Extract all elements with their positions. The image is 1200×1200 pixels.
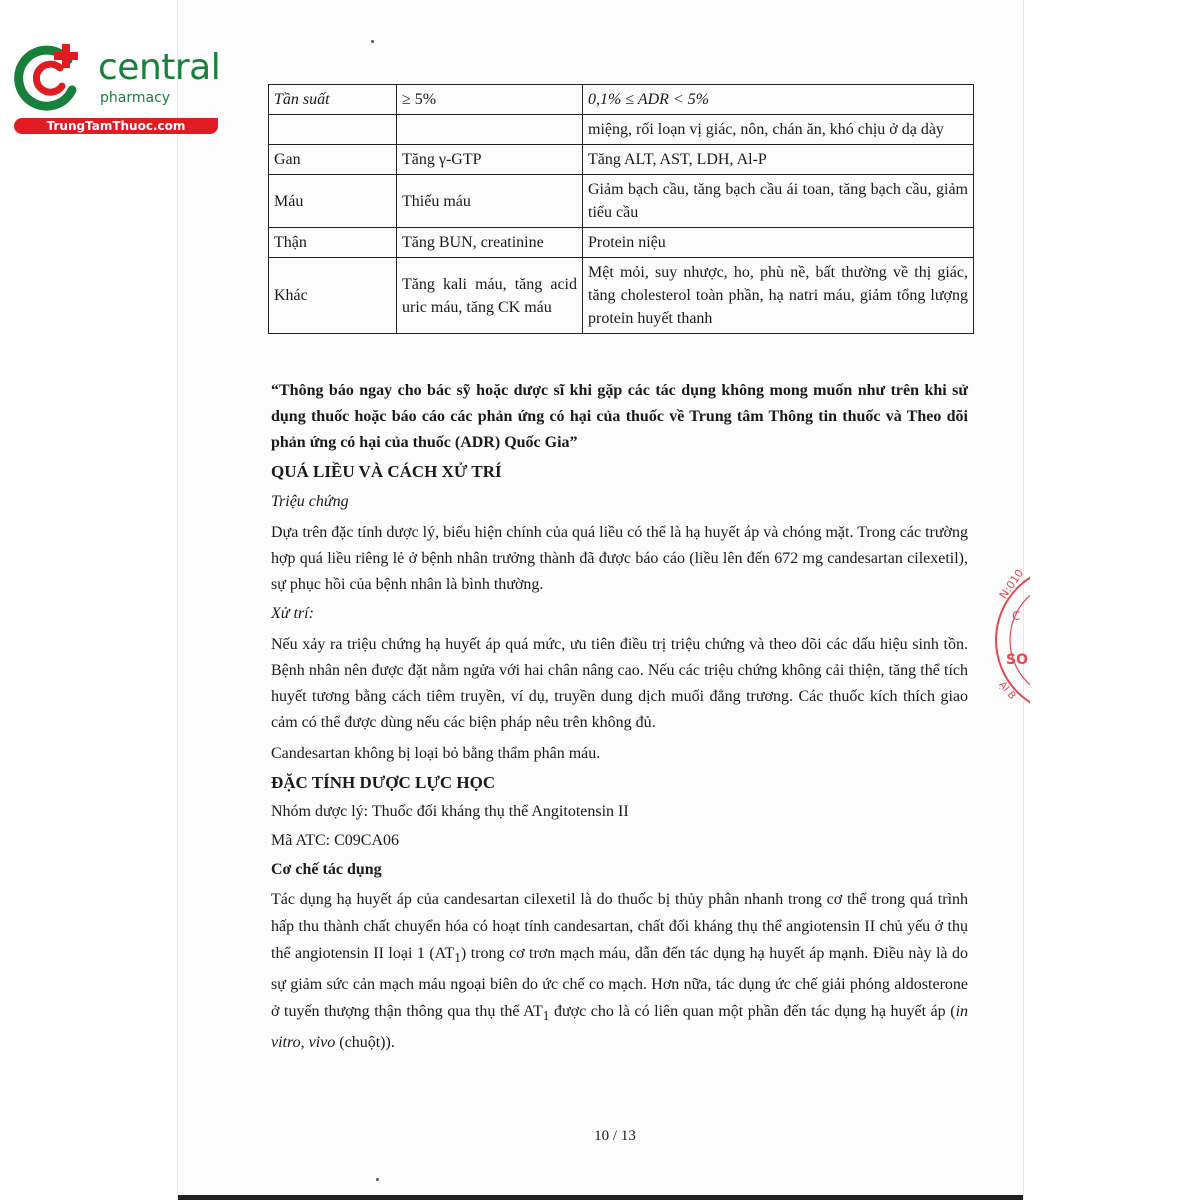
table-cell: Gan <box>269 145 397 175</box>
svg-text:C: C <box>1012 609 1021 623</box>
paragraph-symptoms: Dựa trên đặc tính dược lý, biểu hiện chính của quá liều có thể là hạ huyết áp và chóng mặt. Trong các trường hợp quá liều riêng lẻ ở bệnh nhân trưởng thành đã được báo cáo (liều lên đến 672 mg candesartan cilexetil), sự phục hồi của bệnh nhân là bình thường. <box>271 524 968 593</box>
table-row <box>269 145 974 175</box>
table-cell: Tăng ALT, AST, LDH, Al-P <box>583 145 974 175</box>
table-header-cell: 0,1% ≤ ADR < 5% <box>583 85 974 115</box>
table-row <box>269 115 974 145</box>
mechanism-italic: in vitro <box>271 1003 969 1052</box>
pharmacological-group: Nhóm dược lý: Thuốc đối kháng thụ thể Angitotensin II <box>271 803 629 820</box>
document-body <box>271 378 968 1056</box>
table-cell: Máu <box>269 175 397 228</box>
atc-code: Mã ATC: C09CA06 <box>271 832 400 849</box>
table-cell: Tăng γ-GTP <box>397 145 583 175</box>
paragraph-mechanism <box>271 886 968 1056</box>
mechanism-text: (chuột)). <box>335 1034 395 1052</box>
mechanism-text: Tác dụng hạ huyết áp của candesartan cilexetil là do thuốc bị thủy phân nhanh trong cơ thể trong quá trình hấp thu thành chất chuyển hóa có hoạt tính candesartan, chất đối kháng thụ thể angiotensin II chủ yếu ở thụ thể angiotensin II loại 1 (AT <box>271 891 968 962</box>
subheading-mechanism: Cơ chế tác dụng <box>271 861 382 878</box>
table-cell: Khác <box>269 258 397 334</box>
table-cell: Mệt mỏi, suy nhược, ho, phù nề, bất thường về thị giác, tăng cholesterol toàn phần, hạ natri máu, giảm tổng lượng protein huyết thanh <box>583 258 974 334</box>
section-heading-overdose: QUÁ LIỀU VÀ CÁCH XỬ TRÍ <box>271 462 502 481</box>
table-cell <box>269 115 397 145</box>
scan-speck <box>376 1178 379 1181</box>
table-cell: Protein niệu <box>583 228 974 258</box>
mechanism-text: , <box>300 1034 309 1052</box>
table-row <box>269 175 974 228</box>
mechanism-subscript: 1 <box>542 1008 550 1024</box>
paragraph-treatment: Nếu xảy ra triệu chứng hạ huyết áp quá mức, ưu tiên điều trị triệu chứng và theo dõi các dấu hiệu sinh tồn. Bệnh nhân nên được đặt nằm ngửa với hai chân nâng cao. Nếu các triệu chứng không cải thiện, tăng thể tích huyết tương bằng cách tiêm truyền, ví dụ, truyền dung dịch muối đẳng trương. Các thuốc kích thích giao cảm có thể được dùng nếu các biện pháp nêu trên không đủ. <box>271 636 968 731</box>
central-pharmacy-logo <box>10 38 221 138</box>
table-row <box>269 258 974 334</box>
mechanism-text: được cho là có liên quan một phần đến tác dụng hạ huyết áp ( <box>549 1003 956 1021</box>
table-cell: Giảm bạch cầu, tăng bạch cầu ái toan, tăng bạch cầu, giảm tiểu cầu <box>583 175 974 228</box>
logo-website-banner: TrungTamThuoc.com <box>14 118 218 134</box>
paragraph-dialysis: Candesartan không bị loại bỏ bằng thẩm phân máu. <box>271 745 601 762</box>
subheading-treatment: Xử trí: <box>271 605 314 622</box>
svg-text:SO: SO <box>1006 652 1028 668</box>
table-header-cell: Tần suất <box>269 85 397 115</box>
svg-text:N:010: N:010 <box>996 566 1027 602</box>
table-cell: Thận <box>269 228 397 258</box>
table-row <box>269 228 974 258</box>
table-cell: miệng, rối loạn vị giác, nôn, chán ăn, khó chịu ở dạ dày <box>583 115 974 145</box>
table-cell: Tăng BUN, creatinine <box>397 228 583 258</box>
page-number: 10 / 13 <box>594 1128 636 1144</box>
section-heading-pharmacodynamics: ĐẶC TÍNH DƯỢC LỰC HỌC <box>271 773 496 792</box>
official-stamp-fragment <box>990 560 1030 720</box>
mechanism-subscript: 1 <box>454 950 461 966</box>
logo-subtitle: pharmacy <box>100 90 171 106</box>
svg-text:ẠI B: ẠI B <box>996 679 1018 702</box>
subheading-symptoms: Triệu chứng <box>271 493 349 510</box>
page-bottom-edge <box>178 1195 1023 1200</box>
adverse-reactions-table <box>268 84 974 334</box>
scan-speck <box>371 40 374 43</box>
table-header-row <box>269 85 974 115</box>
table-header-cell: ≥ 5% <box>397 85 583 115</box>
mechanism-italic: vivo <box>308 1034 336 1052</box>
table-cell: Thiếu máu <box>397 175 583 228</box>
table-cell <box>397 115 583 145</box>
pharmacy-cross-logo-icon <box>10 38 90 118</box>
logo-brand-name: central <box>98 47 221 88</box>
adr-reporting-notice: “Thông báo ngay cho bác sỹ hoặc dược sĩ khi gặp các tác dụng không mong muốn như trên khi sử dụng thuốc hoặc báo cáo các phản ứng có hại của thuốc về Trung tâm Thông tin thuốc và Theo dõi phản ứng có hại của thuốc (ADR) Quốc Gia” <box>271 382 968 451</box>
table-cell: Tăng kali máu, tăng acid uric máu, tăng CK máu <box>397 258 583 334</box>
mechanism-text: ) trong cơ trơn mạch máu, dẫn đến tác dụng hạ huyết áp mạnh. Điều này là do sự giảm sức cản mạch máu ngoại biên do ức chế co mạch. Hơn nữa, tác dụng ức chế giải phóng aldosterone ở tuyến thượng thận thông qua thụ thể AT <box>271 945 968 1021</box>
